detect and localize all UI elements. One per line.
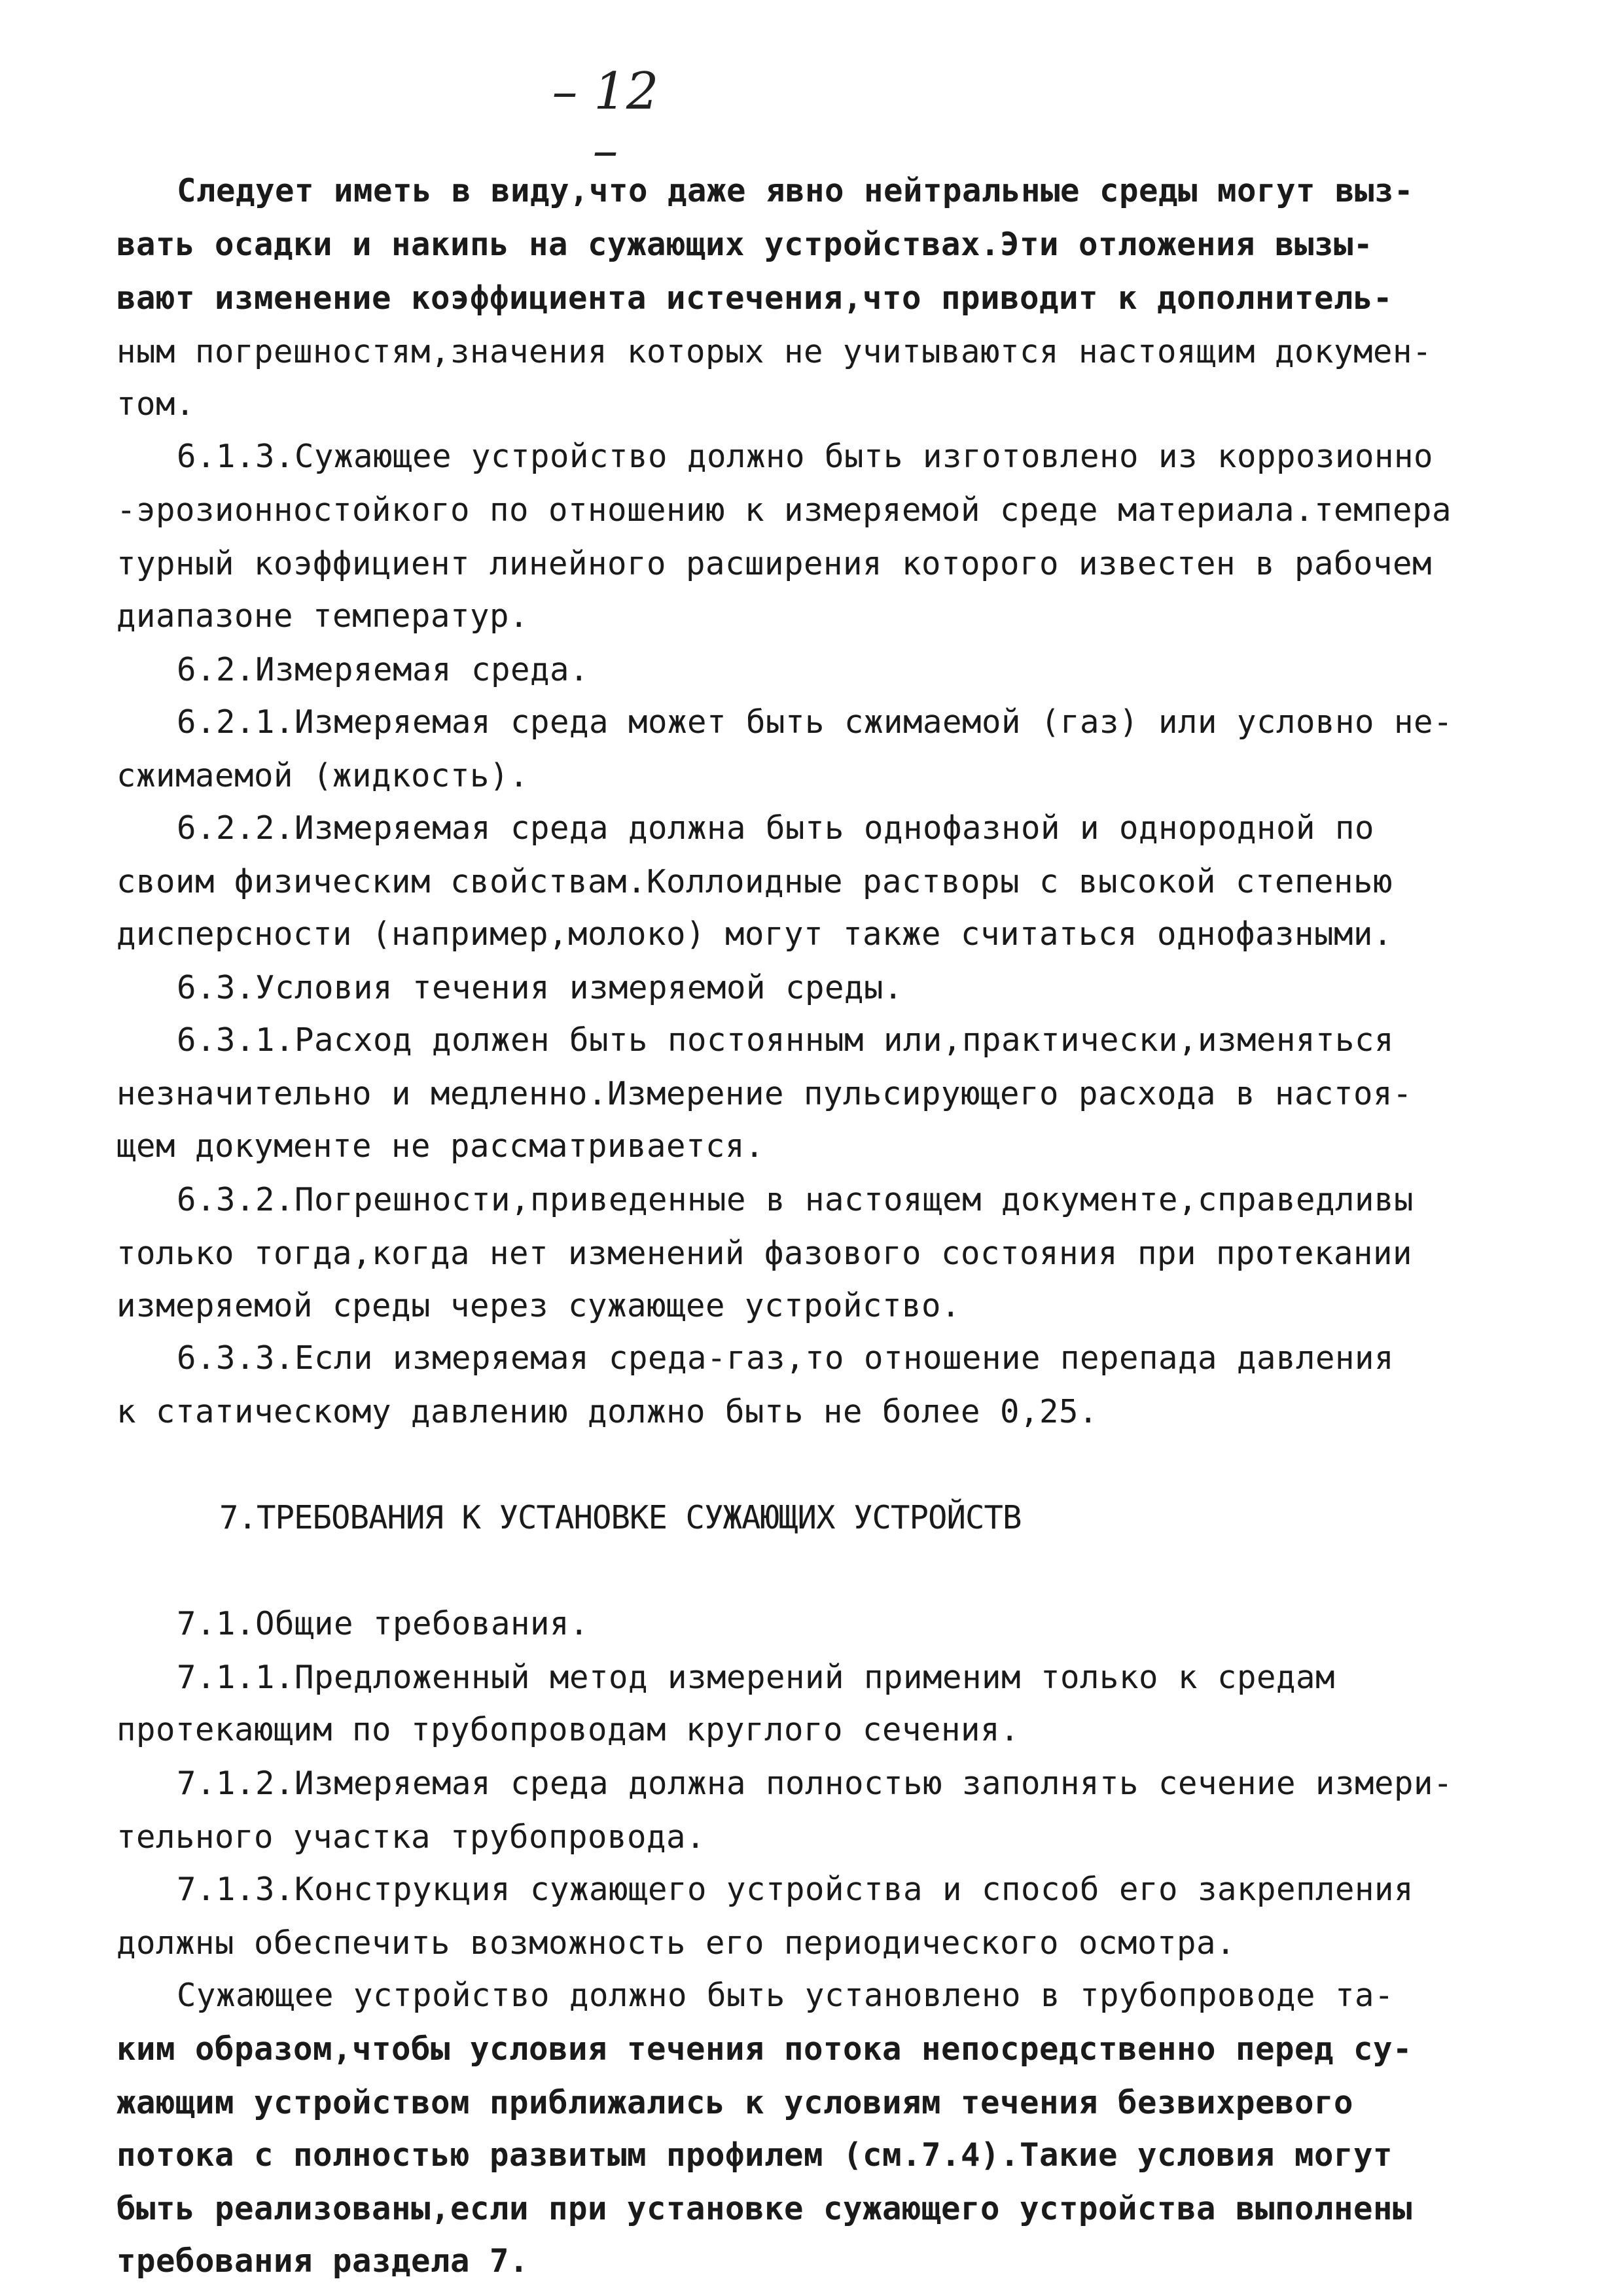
section-heading: 7.ТРЕБОВАНИЯ К УСТАНОВКЕ СУЖАЮЩИХ УСТРОЙСТВ (219, 1499, 1022, 1536)
text-line: дисперсности (например,молоко) могут также считаться однофазными. (116, 915, 1393, 953)
text-line: измеряемой среды через сужающее устройство. (116, 1287, 961, 1324)
text-line: 6.2.2.Измеряемая среда должна быть однофазной и однородной по (177, 809, 1375, 847)
text-line: диапазоне температур. (116, 597, 529, 635)
text-line: потока с полностью развитым профилем (см.7.4).Такие условия могут (116, 2136, 1393, 2174)
text-line: -эрозионностойкого по отношению к измеряемой среде материала.темпера (116, 491, 1452, 529)
text-line: вать осадки и накипь на сужающих устройствах.Эти отложения вызы- (116, 226, 1374, 263)
text-line: 6.2.Измеряемая среда. (177, 651, 590, 688)
text-line: ным погрешностям,значения которых не учитываются настоящим докумен- (116, 333, 1433, 370)
text-line: незначительно и медленно.Измерение пульсирующего расхода в настоя- (116, 1075, 1413, 1112)
text-line: 7.1.1.Предложенный метод измерений применим только к средам (177, 1659, 1336, 1696)
text-line: том. (116, 385, 196, 423)
text-line: турный коэффициент линейного расширения которого известен в рабочем (116, 545, 1433, 582)
text-line: к статическому давлению должно быть не более 0,25. (116, 1393, 1099, 1430)
text-line: сжимаемой (жидкость). (116, 757, 529, 794)
text-line: 6.3.1.Расход должен быть постоянным или,практически,изменяться (177, 1021, 1395, 1059)
text-line: должны обеспечить возможность его периодического осмотра. (116, 1924, 1236, 1962)
text-line: быть реализованы,если при установке сужающего устройства выполнены (116, 2190, 1413, 2227)
text-line: вают изменение коэффициента истечения,что приводит к дополнитель- (116, 279, 1393, 317)
text-line: 6.2.1.Измеряемая среда может быть сжимаемой (газ) или условно не- (177, 703, 1454, 741)
text-line: 6.3.3.Если измеряемая среда-газ,то отношение перепада давления (177, 1339, 1395, 1377)
text-line: протекающим по трубопроводам круглого сечения. (116, 1711, 1020, 1748)
text-line: 6.1.3.Сужающее устройство должно быть изготовлено из коррозионно (177, 438, 1434, 475)
text-line: 7.1.2.Измеряемая среда должна полностью заполнять сечение измери- (177, 1765, 1454, 1802)
text-line: 7.1.3.Конструкция сужающего устройства и способ его закрепления (177, 1871, 1414, 1908)
text-line: 6.3.Условия течения измеряемой среды. (177, 969, 904, 1006)
text-line: щем документе не рассматривается. (116, 1127, 765, 1165)
text-line: ким образом,чтобы условия течения потока непосредственно перед су- (116, 2030, 1413, 2068)
text-line: 7.1.Общие требования. (177, 1605, 590, 1642)
page-number: – 12 – (552, 62, 659, 180)
text-line: своим физическим свойствам.Коллоидные растворы с высокой степенью (116, 863, 1393, 900)
text-line: требования раздела 7. (116, 2242, 529, 2280)
text-line: Следует иметь в виду,что даже явно нейтральные среды могут выз- (177, 172, 1414, 209)
text-line: 6.3.2.Погрешности,приведенные в настоящем документе,справедливы (177, 1181, 1414, 1218)
text-line: Сужающее устройство должно быть установлено в трубопроводе та- (177, 1977, 1395, 2014)
text-line: только тогда,когда нет изменений фазового состояния при протекании (116, 1235, 1413, 1272)
text-line: жающим устройством приближались к условиям течения безвихревого (116, 2084, 1354, 2121)
text-line: тельного участка трубопровода. (116, 1818, 706, 1856)
